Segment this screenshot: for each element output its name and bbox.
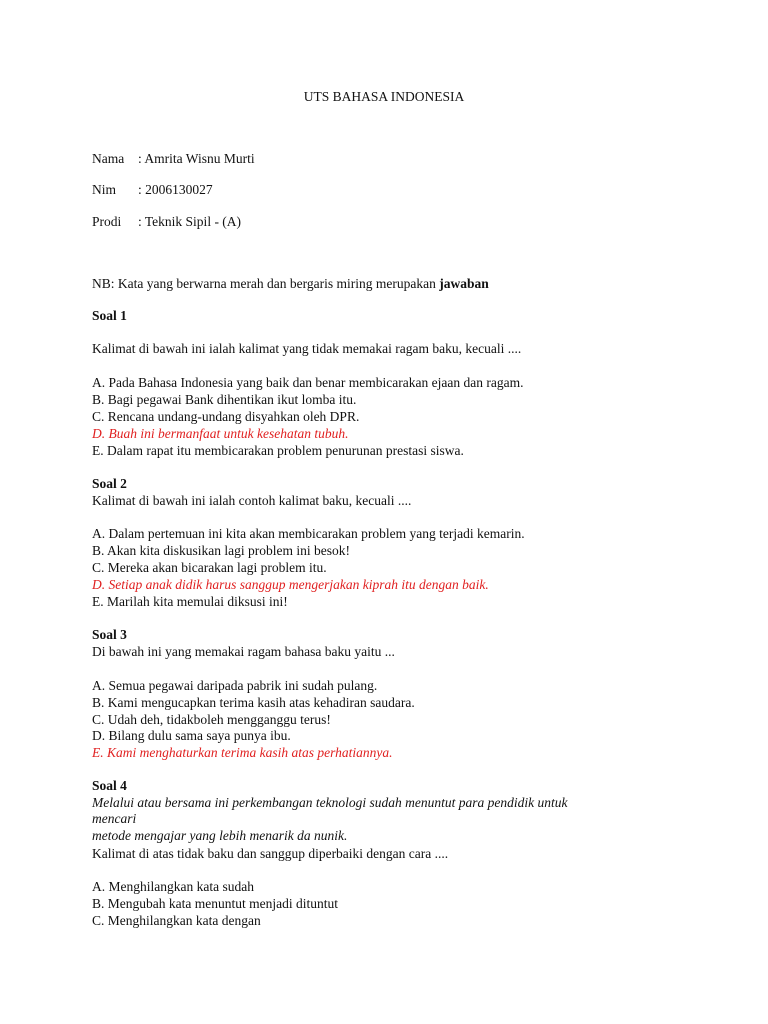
question-4-sentence-line-2: mencari (92, 811, 137, 826)
question-3-option-a: A. Semua pegawai daripada pabrik ini sudah pulang. (92, 678, 378, 693)
question-4-text: Kalimat di atas tidak baku dan sanggup diperbaiki dengan cara .... (92, 846, 449, 861)
question-4-option-c: C. Menghilangkan kata dengan (92, 913, 261, 928)
question-1-option-c: C. Rencana undang-undang disyahkan oleh DPR. (92, 409, 360, 424)
nim-label: Nim (92, 182, 117, 197)
note-emphasis: jawaban (439, 276, 489, 291)
question-3-heading: Soal 3 (92, 627, 127, 642)
identity-prodi-row (92, 214, 241, 230)
question-1-text: Kalimat di bawah ini ialah kalimat yang tidak memakai ragam baku, kecuali .... (92, 341, 522, 356)
question-2-heading: Soal 2 (92, 476, 127, 491)
question-4-option-a: A. Menghilangkan kata sudah (92, 879, 254, 894)
identity-name-row (92, 151, 255, 167)
note-text: NB: Kata yang berwarna merah dan bergaris miring merupakan (92, 276, 440, 291)
prodi-label: Prodi (92, 214, 122, 229)
question-1-option-d-answer: D. Buah ini bermanfaat untuk kesehatan tubuh. (92, 426, 349, 441)
question-4-heading: Soal 4 (92, 778, 127, 793)
question-2-option-b: B. Akan kita diskusikan lagi problem ini besok! (92, 543, 350, 558)
question-4-option-b: B. Mengubah kata menuntut menjadi dituntut (92, 896, 338, 911)
question-2-option-d-answer: D. Setiap anak didik harus sanggup mengerjakan kiprah itu dengan baik. (92, 577, 489, 592)
question-1-option-b: B. Bagi pegawai Bank dihentikan ikut lomba itu. (92, 392, 357, 407)
prodi-value: : Teknik Sipil - (A) (138, 214, 242, 229)
question-1-heading: Soal 1 (92, 308, 127, 323)
question-1-option-e: E. Dalam rapat itu membicarakan problem penurunan prestasi siswa. (92, 443, 464, 458)
question-2-text: Kalimat di bawah ini ialah contoh kalimat baku, kecuali .... (92, 493, 412, 508)
name-label: Nama (92, 151, 125, 166)
question-3-option-e-answer: E. Kami menghaturkan terima kasih atas perhatiannya. (92, 745, 393, 760)
question-4-sentence-line-3: metode mengajar yang lebih menarik da nunik. (92, 828, 348, 843)
question-1-option-a: A. Pada Bahasa Indonesia yang baik dan benar membicarakan ejaan dan ragam. (92, 375, 524, 390)
question-2-option-c: C. Mereka akan bicarakan lagi problem itu. (92, 560, 327, 575)
question-3-text: Di bawah ini yang memakai ragam bahasa baku yaitu ... (92, 644, 395, 659)
question-3-option-c: C. Udah deh, tidakboleh mengganggu terus! (92, 712, 331, 727)
answer-note (92, 276, 489, 292)
nim-value: : 2006130027 (138, 182, 213, 197)
question-4-sentence-line-1: Melalui atau bersama ini perkembangan teknologi sudah menuntut para pendidik untuk (92, 795, 568, 810)
identity-nim-row (92, 182, 213, 198)
question-2-option-a: A. Dalam pertemuan ini kita akan membicarakan problem yang terjadi kemarin. (92, 526, 525, 541)
question-3-option-b: B. Kami mengucapkan terima kasih atas kehadiran saudara. (92, 695, 415, 710)
question-3-option-d: D. Bilang dulu sama saya punya ibu. (92, 728, 291, 743)
question-2-option-e: E. Marilah kita memulai diksusi ini! (92, 594, 288, 609)
name-value: : Amrita Wisnu Murti (138, 151, 255, 166)
document-title: UTS BAHASA INDONESIA (303, 89, 465, 104)
